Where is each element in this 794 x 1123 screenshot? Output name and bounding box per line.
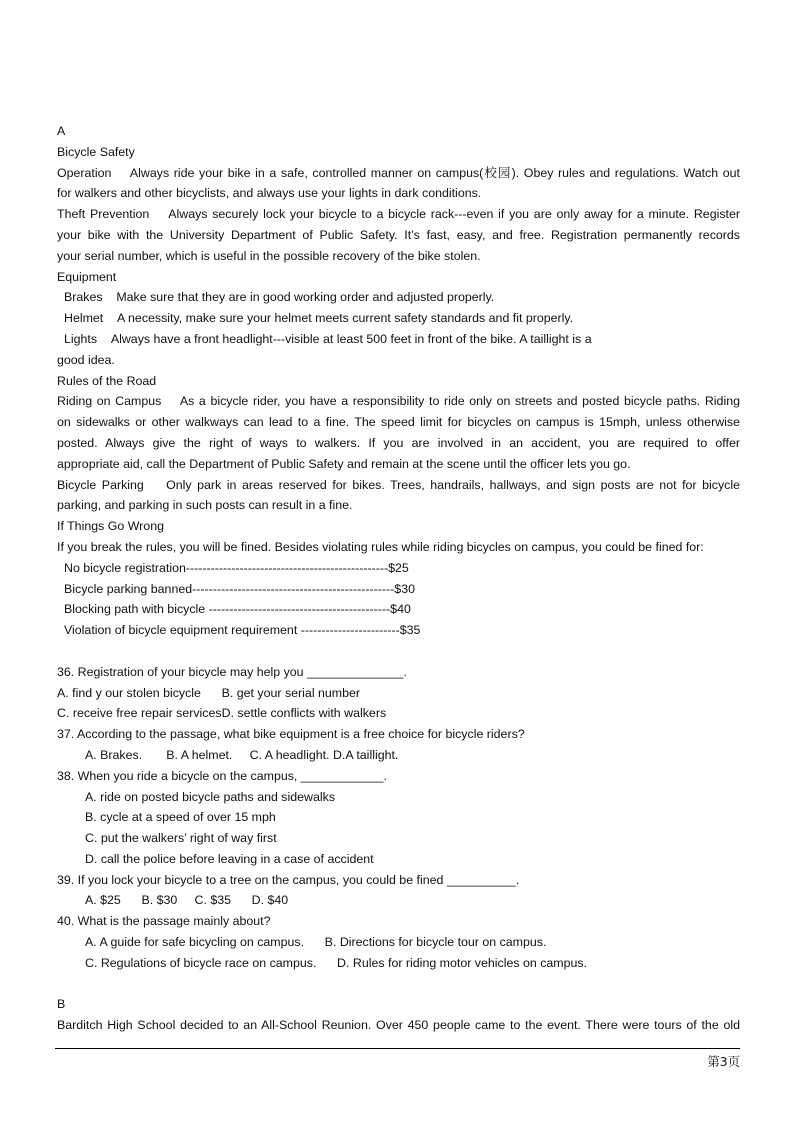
question-39-stem: 39. If you lock your bicycle to a tree on the campus, you could be fined __________. xyxy=(57,872,520,887)
parking-line: Bicycle Parking Only park in areas reserved for bikes. Trees, handrails, hallways, and sign posts are not for bicycle xyxy=(57,477,740,492)
question-38-option: A. ride on posted bicycle paths and sidewalks xyxy=(85,789,336,804)
question-36-options: C. receive free repair servicesD. settle conflicts with walkers xyxy=(57,706,387,721)
operation-line: Operation Always ride your bike in a safe, controlled manner on campus(校园). Obey rules and regulations. Watch out xyxy=(57,165,740,180)
question-37-options: A. Brakes. B. A helmet. C. A headlight. D.A taillight. xyxy=(85,747,399,762)
fine-item: Blocking path with bicycle --------------------------------------------$40 xyxy=(64,602,411,617)
equipment-brakes: Brakes Make sure that they are in good working order and adjusted properly. xyxy=(64,290,495,305)
wrong-heading: If Things Go Wrong xyxy=(57,519,164,534)
rules-heading: Rules of the Road xyxy=(57,373,157,388)
question-38-stem: 38. When you ride a bicycle on the campus, ____________. xyxy=(57,768,387,783)
section-b-letter: B xyxy=(57,997,66,1012)
equipment-heading: Equipment xyxy=(57,269,117,284)
document-page xyxy=(57,121,740,1036)
equipment-lights-cont: good idea. xyxy=(57,352,115,367)
question-40-options: C. Regulations of bicycle race on campus. D. Rules for riding motor vehicles on campus. xyxy=(85,955,588,970)
question-37-stem: 37. According to the passage, what bike equipment is a free choice for bicycle riders? xyxy=(57,727,525,742)
fine-item: Violation of bicycle equipment requirement ------------------------$35 xyxy=(64,623,421,638)
question-40-stem: 40. What is the passage mainly about? xyxy=(57,914,271,929)
riding-line: Riding on Campus As a bicycle rider, you have a responsibility to ride only on streets and posted bicycle paths. Riding xyxy=(57,394,740,409)
wrong-intro: If you break the rules, you will be fined. Besides violating rules while riding bicycles on campus, you could be fined for: xyxy=(57,539,704,554)
question-39-options: A. $25 B. $30 C. $35 D. $40 xyxy=(85,893,289,908)
question-36-stem: 36. Registration of your bicycle may help you ______________. xyxy=(57,664,407,679)
footer-rule xyxy=(55,1048,740,1049)
operation-line: for walkers and other bicyclists, and always use your lights in dark conditions. xyxy=(57,186,482,201)
question-40-options: A. A guide for safe bicycling on campus. B. Directions for bicycle tour on campus. xyxy=(85,935,547,950)
blank-line xyxy=(57,974,740,995)
theft-line: your bike with the University Department of Public Safety. It’s fast, easy, and free. Registration permanently records xyxy=(57,227,740,242)
section-a-title: Bicycle Safety xyxy=(57,144,135,159)
fine-item: Bicycle parking banned-------------------------------------------------$30 xyxy=(64,581,415,596)
section-b-first-line: Barditch High School decided to an All-School Reunion. Over 450 people came to the event. There were tours of the old xyxy=(57,1018,740,1033)
question-38-option: D. call the police before leaving in a case of accident xyxy=(85,851,374,866)
equipment-helmet: Helmet A necessity, make sure your helmet meets current safety standards and fit properly. xyxy=(64,311,574,326)
riding-line: appropriate aid, call the Department of Public Safety and remain at the scene until the officer lets you go. xyxy=(57,456,631,471)
riding-line: posted. Always give the right of ways to walkers. If you are involved in an accident, you are required to offer xyxy=(57,435,740,450)
parking-line: parking, and parking in such posts can result in a fine. xyxy=(57,498,353,513)
section-a-letter: A xyxy=(57,124,66,138)
riding-line: on sidewalks or other walkways can lead to a fine. The speed limit for bicycles on campus is 15mph, unless otherwise xyxy=(57,415,740,430)
question-38-option: C. put the walkers’ right of way first xyxy=(85,831,277,846)
theft-line: Theft Prevention Always securely lock your bicycle to a bicycle rack---even if you are only away for a minute. Register xyxy=(57,207,740,222)
fine-item: No bicycle registration-------------------------------------------------$25 xyxy=(64,560,409,575)
page-number: 第3页 xyxy=(707,1054,740,1069)
theft-line: your serial number, which is useful in the possible recovery of the bike stolen. xyxy=(57,248,481,263)
question-36-options: A. find y our stolen bicycle B. get your serial number xyxy=(57,685,361,700)
equipment-lights: Lights Always have a front headlight---visible at least 500 feet in front of the bike. A taillight is a xyxy=(64,331,592,346)
blank-line xyxy=(57,641,740,662)
question-38-option: B. cycle at a speed of over 15 mph xyxy=(85,810,276,825)
